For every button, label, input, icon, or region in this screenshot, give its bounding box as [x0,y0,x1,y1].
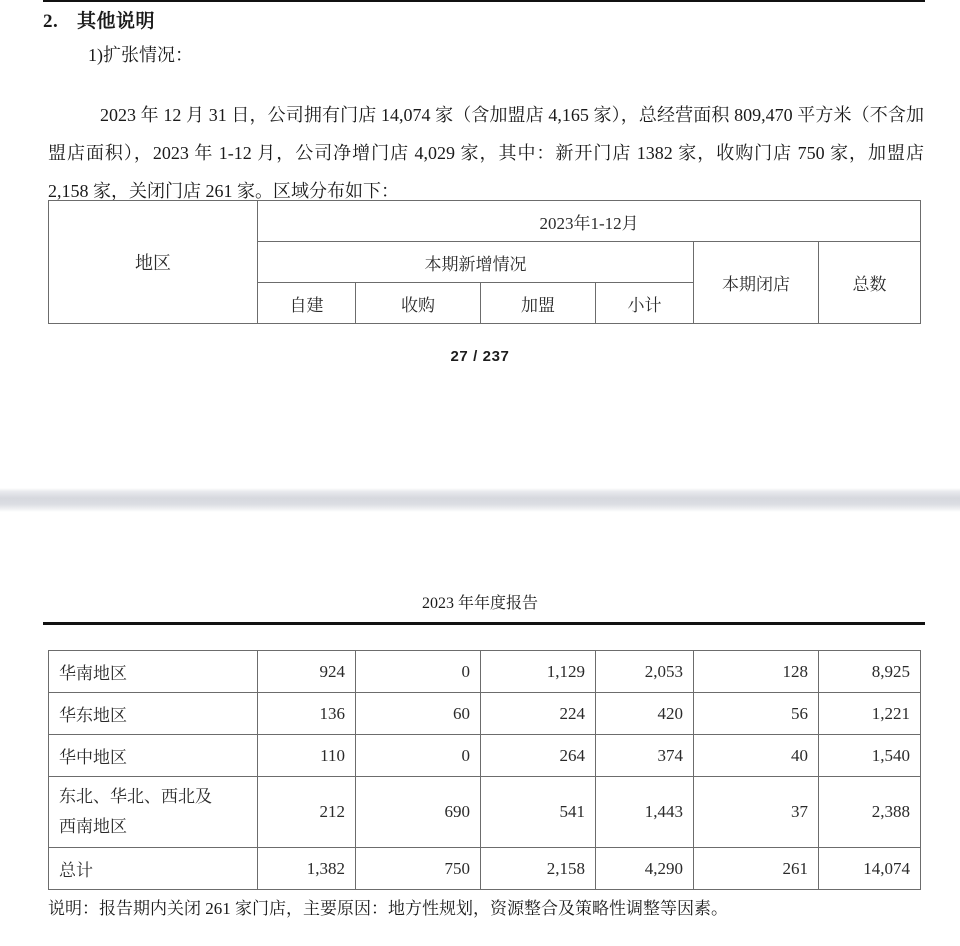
cell-total: 14,074 [819,848,921,890]
cell-self-built: 1,382 [258,848,356,890]
cell-closed: 37 [694,777,819,848]
cell-self-built: 212 [258,777,356,848]
subsection-heading: 1)扩张情况： [88,45,193,65]
cell-franchise: 541 [481,777,596,848]
cell-region: 总计 [49,848,258,890]
page-number: 27 / 237 [450,348,510,365]
cell-acquired: 690 [356,777,481,848]
section-heading [43,6,155,33]
cell-region-line-2: 西南地区 [59,817,127,836]
region-table-body [48,650,921,890]
header-cell-closed: 本期闭店 [694,242,819,324]
header-cell-new-group: 本期新增情况 [258,242,694,283]
page-top-rule [43,0,925,2]
table-row-total [49,848,921,890]
cell-self-built: 136 [258,693,356,735]
cell-subtotal: 4,290 [596,848,694,890]
header-cell-franchise: 加盟 [481,283,596,324]
cell-closed: 56 [694,693,819,735]
cell-self-built: 110 [258,735,356,777]
table-row [49,735,921,777]
cell-total: 1,540 [819,735,921,777]
cell-region: 华东地区 [49,693,258,735]
header-cell-total: 总数 [819,242,921,324]
cell-region: 华南地区 [49,651,258,693]
header-cell-subtotal: 小计 [596,283,694,324]
cell-self-built: 924 [258,651,356,693]
cell-closed: 40 [694,735,819,777]
cell-total: 2,388 [819,777,921,848]
header-cell-region: 地区 [49,201,258,324]
document-page-two [0,512,960,946]
cell-region [49,777,258,848]
cell-subtotal: 2,053 [596,651,694,693]
running-header: 2023 年年度报告 [421,595,538,612]
cell-franchise: 224 [481,693,596,735]
cell-region: 华中地区 [49,735,258,777]
cell-subtotal: 420 [596,693,694,735]
cell-closed: 128 [694,651,819,693]
section-title: 其他说明 [77,11,156,32]
table-row [49,777,921,848]
region-table-header [48,200,921,324]
cell-franchise: 1,129 [481,651,596,693]
table-row [49,693,921,735]
cell-region-line-1: 东北、华北、西北及 [59,787,212,806]
table-note: 说明：报告期内关闭 261 家门店，主要原因：地方性规划，资源整合及策略性调整等因素。 [48,899,728,918]
running-header-rule [43,622,925,625]
page-separator [0,488,960,512]
cell-acquired: 0 [356,651,481,693]
cell-acquired: 750 [356,848,481,890]
table-row [49,651,921,693]
cell-acquired: 60 [356,693,481,735]
table-header-row-period [49,201,921,242]
cell-total: 1,221 [819,693,921,735]
cell-subtotal: 374 [596,735,694,777]
cell-franchise: 264 [481,735,596,777]
header-cell-period: 2023年1-12月 [258,201,921,242]
section-number: 2. [43,11,59,32]
cell-closed: 261 [694,848,819,890]
cell-total: 8,925 [819,651,921,693]
expansion-paragraph: 2023 年 12 月 31 日，公司拥有门店 14,074 家（含加盟店 4,165 家），总经营面积 809,470 平方米（不含加盟店面积），2023 年 1-12 月，公司净增门店 4,029 家，其中：新开门店 1382 家，收购门店 750 家，加盟店 2,158 家，关闭门店 261 家。区域分布如下： [48,105,924,201]
header-cell-self-built: 自建 [258,283,356,324]
cell-acquired: 0 [356,735,481,777]
header-cell-acquired: 收购 [356,283,481,324]
cell-subtotal: 1,443 [596,777,694,848]
cell-franchise: 2,158 [481,848,596,890]
